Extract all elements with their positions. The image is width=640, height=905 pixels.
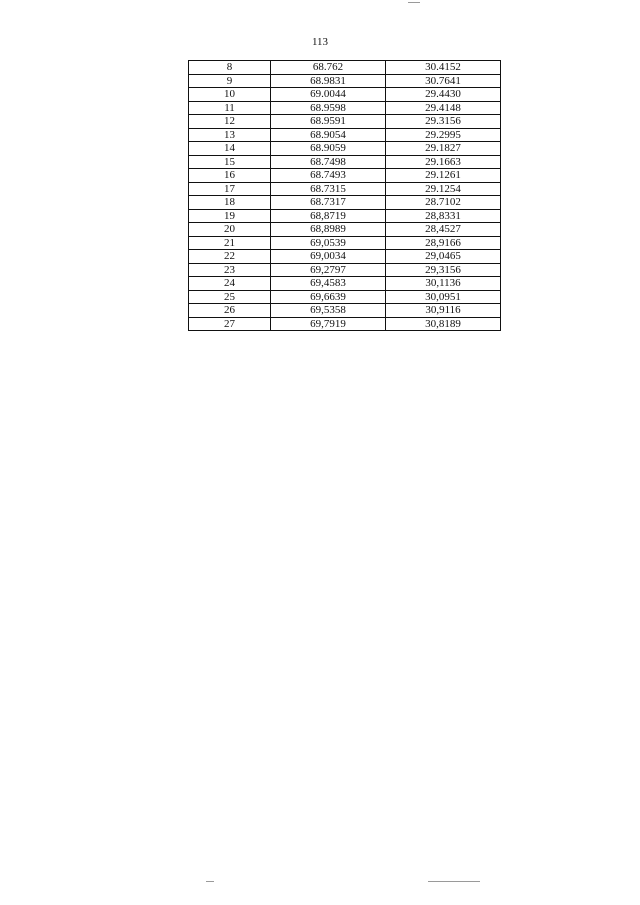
table-cell: 25 (189, 290, 271, 304)
table-cell: 69,0034 (271, 250, 386, 264)
table-cell: 12 (189, 115, 271, 129)
table-cell: 29,3156 (386, 263, 501, 277)
table-cell: 30,0951 (386, 290, 501, 304)
table-row (189, 196, 501, 210)
table-cell: 69,5358 (271, 304, 386, 318)
table-cell: 9 (189, 74, 271, 88)
table-cell: 24 (189, 277, 271, 291)
table-row (189, 155, 501, 169)
table-cell: 27 (189, 317, 271, 331)
table-row (189, 277, 501, 291)
table-cell: 10 (189, 88, 271, 102)
table-cell: 16 (189, 169, 271, 183)
table-row (189, 115, 501, 129)
table-cell: 30,1136 (386, 277, 501, 291)
table-body (189, 61, 501, 331)
table-cell: 29.1827 (386, 142, 501, 156)
table-cell: 68.9059 (271, 142, 386, 156)
table-cell: 29.2995 (386, 128, 501, 142)
table-cell: 28.7102 (386, 196, 501, 210)
table-cell: 69,4583 (271, 277, 386, 291)
table-cell: 29.4430 (386, 88, 501, 102)
table-cell: 18 (189, 196, 271, 210)
table-cell: 28,9166 (386, 236, 501, 250)
table-row (189, 304, 501, 318)
scan-mark-bottom-left (206, 881, 214, 882)
table-cell: 68.7317 (271, 196, 386, 210)
table-row (189, 209, 501, 223)
table-cell: 69.0044 (271, 88, 386, 102)
table-cell: 15 (189, 155, 271, 169)
table-row (189, 88, 501, 102)
table-cell: 68.7315 (271, 182, 386, 196)
table-row (189, 128, 501, 142)
table-cell: 22 (189, 250, 271, 264)
table-cell: 68.9054 (271, 128, 386, 142)
table-cell: 30.7641 (386, 74, 501, 88)
table-cell: 28,4527 (386, 223, 501, 237)
table-cell: 68.762 (271, 61, 386, 75)
table-cell: 69,0539 (271, 236, 386, 250)
table-cell: 20 (189, 223, 271, 237)
table-row (189, 61, 501, 75)
table-row (189, 236, 501, 250)
table-cell: 13 (189, 128, 271, 142)
table-row (189, 74, 501, 88)
data-table (188, 60, 501, 331)
table-row (189, 250, 501, 264)
table-cell: 68.7498 (271, 155, 386, 169)
table-cell: 28,8331 (386, 209, 501, 223)
table-row (189, 317, 501, 331)
table-cell: 69,6639 (271, 290, 386, 304)
table-cell: 68.9591 (271, 115, 386, 129)
table-cell: 23 (189, 263, 271, 277)
table-cell: 68,8719 (271, 209, 386, 223)
table-row (189, 263, 501, 277)
table-row (189, 101, 501, 115)
table-cell: 8 (189, 61, 271, 75)
page-number: 113 (311, 36, 329, 48)
table-cell: 69,7919 (271, 317, 386, 331)
table-cell: 29.4148 (386, 101, 501, 115)
table-cell: 29.3156 (386, 115, 501, 129)
table-cell: 14 (189, 142, 271, 156)
table-row (189, 182, 501, 196)
table-cell: 68.7493 (271, 169, 386, 183)
table-cell: 68.9598 (271, 101, 386, 115)
table-cell: 68.9831 (271, 74, 386, 88)
table-cell: 69,2797 (271, 263, 386, 277)
table-row (189, 223, 501, 237)
table-row (189, 290, 501, 304)
table-cell: 19 (189, 209, 271, 223)
table-cell: 29.1663 (386, 155, 501, 169)
table-cell: 21 (189, 236, 271, 250)
table-cell: 30,9116 (386, 304, 501, 318)
table-cell: 29,0465 (386, 250, 501, 264)
table-cell: 26 (189, 304, 271, 318)
table-cell: 30.4152 (386, 61, 501, 75)
scan-mark-bottom-right (428, 881, 480, 882)
table-cell: 68,8989 (271, 223, 386, 237)
table-row (189, 169, 501, 183)
scan-mark-top (408, 2, 420, 3)
table-cell: 11 (189, 101, 271, 115)
table-row (189, 142, 501, 156)
table-cell: 29.1261 (386, 169, 501, 183)
table-cell: 17 (189, 182, 271, 196)
table-cell: 29.1254 (386, 182, 501, 196)
table-cell: 30,8189 (386, 317, 501, 331)
